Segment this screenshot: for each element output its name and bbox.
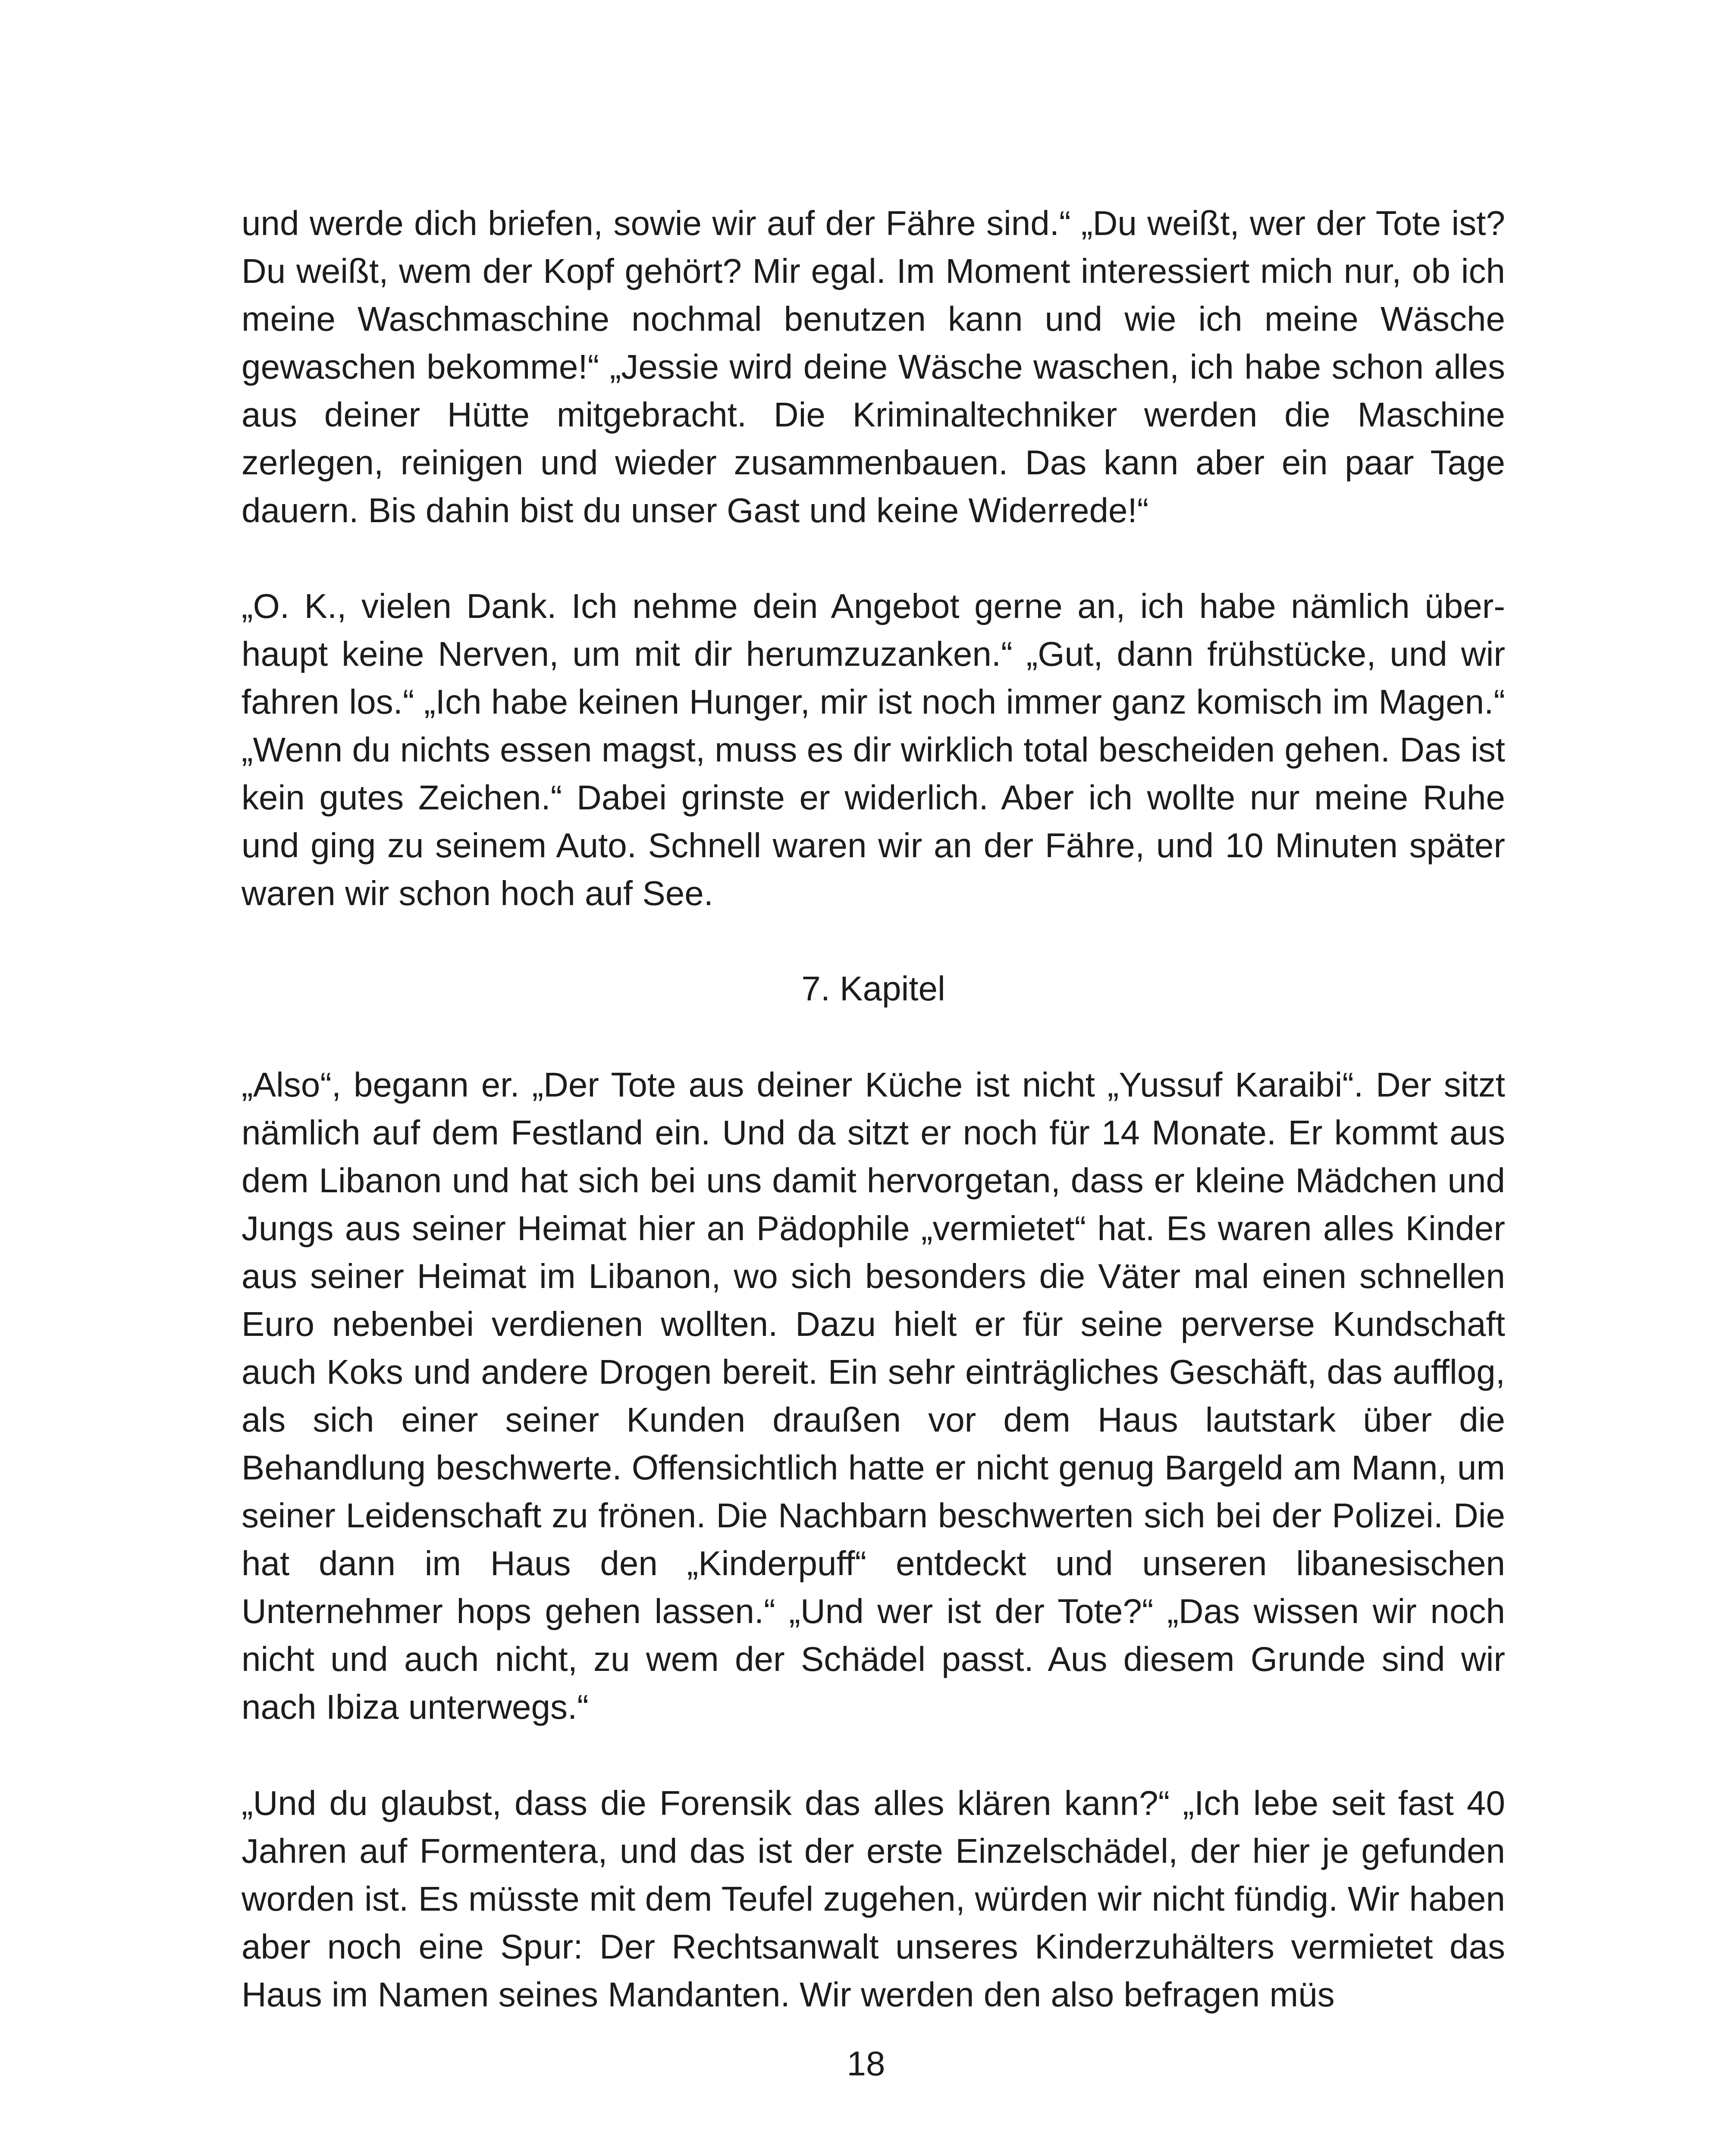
paragraph-text: „O. K., vielen Dank. Ich nehme dein Angebot gerne an, ich habe nämlich überhaupt keine Nerven, um mit dir herumzuzanken.“ „Gut, dann frühstücke, und wir fahren los.“ „Ich habe keinen Hunger, mir ist noch immer ganz komisch im Magen.“ „Wenn du nichts essen magst, muss es dir wirklich total bescheiden gehen. Das ist kein gutes Zeichen.“ Dabei grinste er widerlich. Aber ich wollte nur meine Ruhe und ging zu seinem Auto. Schnell waren wir an der Fähre, und 10 Minuten später waren wir schon hoch auf See. bbox=[242, 587, 1505, 912]
paragraph-text: „Und du glaubst, dass die Forensik das alles klären kann?“ „Ich lebe seit fast 40 Jahren auf Formentera, und das ist der erste Einzelschädel, der hier je gefunden worden ist. Es müsste mit dem Teufel zugehen, würden wir nicht fündig. Wir haben aber noch eine Spur: Der Rechtsanwalt unseres Kinderzuhälters vermietet das Haus im Namen seines Mandanten. Wir werden den also befragen müs bbox=[242, 1784, 1505, 2014]
paragraph-1 bbox=[242, 199, 1505, 534]
paragraph-3 bbox=[242, 1061, 1505, 1731]
page-number: 18 bbox=[847, 2044, 885, 2083]
paragraph-text: „Also“, begann er. „Der Tote aus deiner Küche ist nicht „Yussuf Karaibi“. Der sitzt nämlich auf dem Festland ein. Und da sitzt er noch für 14 Monate. Er kommt aus dem Libanon und hat sich bei uns damit hervorgetan, dass er kleine Mädchen und Jungs aus seiner Heimat hier an Pädophile „vermietet“ hat. Es waren alles Kinder aus seiner Heimat im Libanon, wo sich besonders die Väter mal einen schnellen Euro nebenbei verdienen wollten. Dazu hielt er für seine perverse Kundschaft auch Koks und andere Drogen bereit. Ein sehr einträgliches Geschäft, das aufflog, als sich einer seiner Kunden draußen vor dem Haus lautstark über die Behandlung beschwerte. Offensichtlich hatte er nicht genug Bargeld am Mann, um seiner Leidenschaft zu frönen. Die Nachbarn beschwerten sich bei der Polizei. Die hat dann im Haus den „Kinderpuff“ entdeckt und unseren libanesischen Unternehmer hops gehen lassen.“ „Und wer ist der Tote?“ „Das wissen wir noch nicht und auch nicht, zu wem der Schädel passt. Aus diesem Grunde sind wir nach Ibiza unterwegs.“ bbox=[242, 1065, 1505, 1726]
paragraph-text: und werde dich briefen, sowie wir auf der Fähre sind.“ „Du weißt, wer der Tote ist? Du weißt, wem der Kopf gehört? Mir egal. Im Moment interessiert mich nur, ob ich meine Waschmaschine nochmal benutzen kann und wie ich meine Wäsche gewaschen bekomme!“ „Jessie wird deine Wäsche waschen, ich habe schon alles aus deiner Hütte mitgebracht. Die Kriminaltechniker werden die Maschine zerlegen, reinigen und wieder zusammenbauen. Das kann aber ein paar Tage dauern. Bis dahin bist du unser Gast und keine Widerrede!“ bbox=[242, 204, 1505, 530]
chapter-heading: 7. Kapitel bbox=[801, 969, 945, 1008]
paragraph-4 bbox=[242, 1779, 1505, 2018]
paragraph-2 bbox=[242, 582, 1505, 917]
